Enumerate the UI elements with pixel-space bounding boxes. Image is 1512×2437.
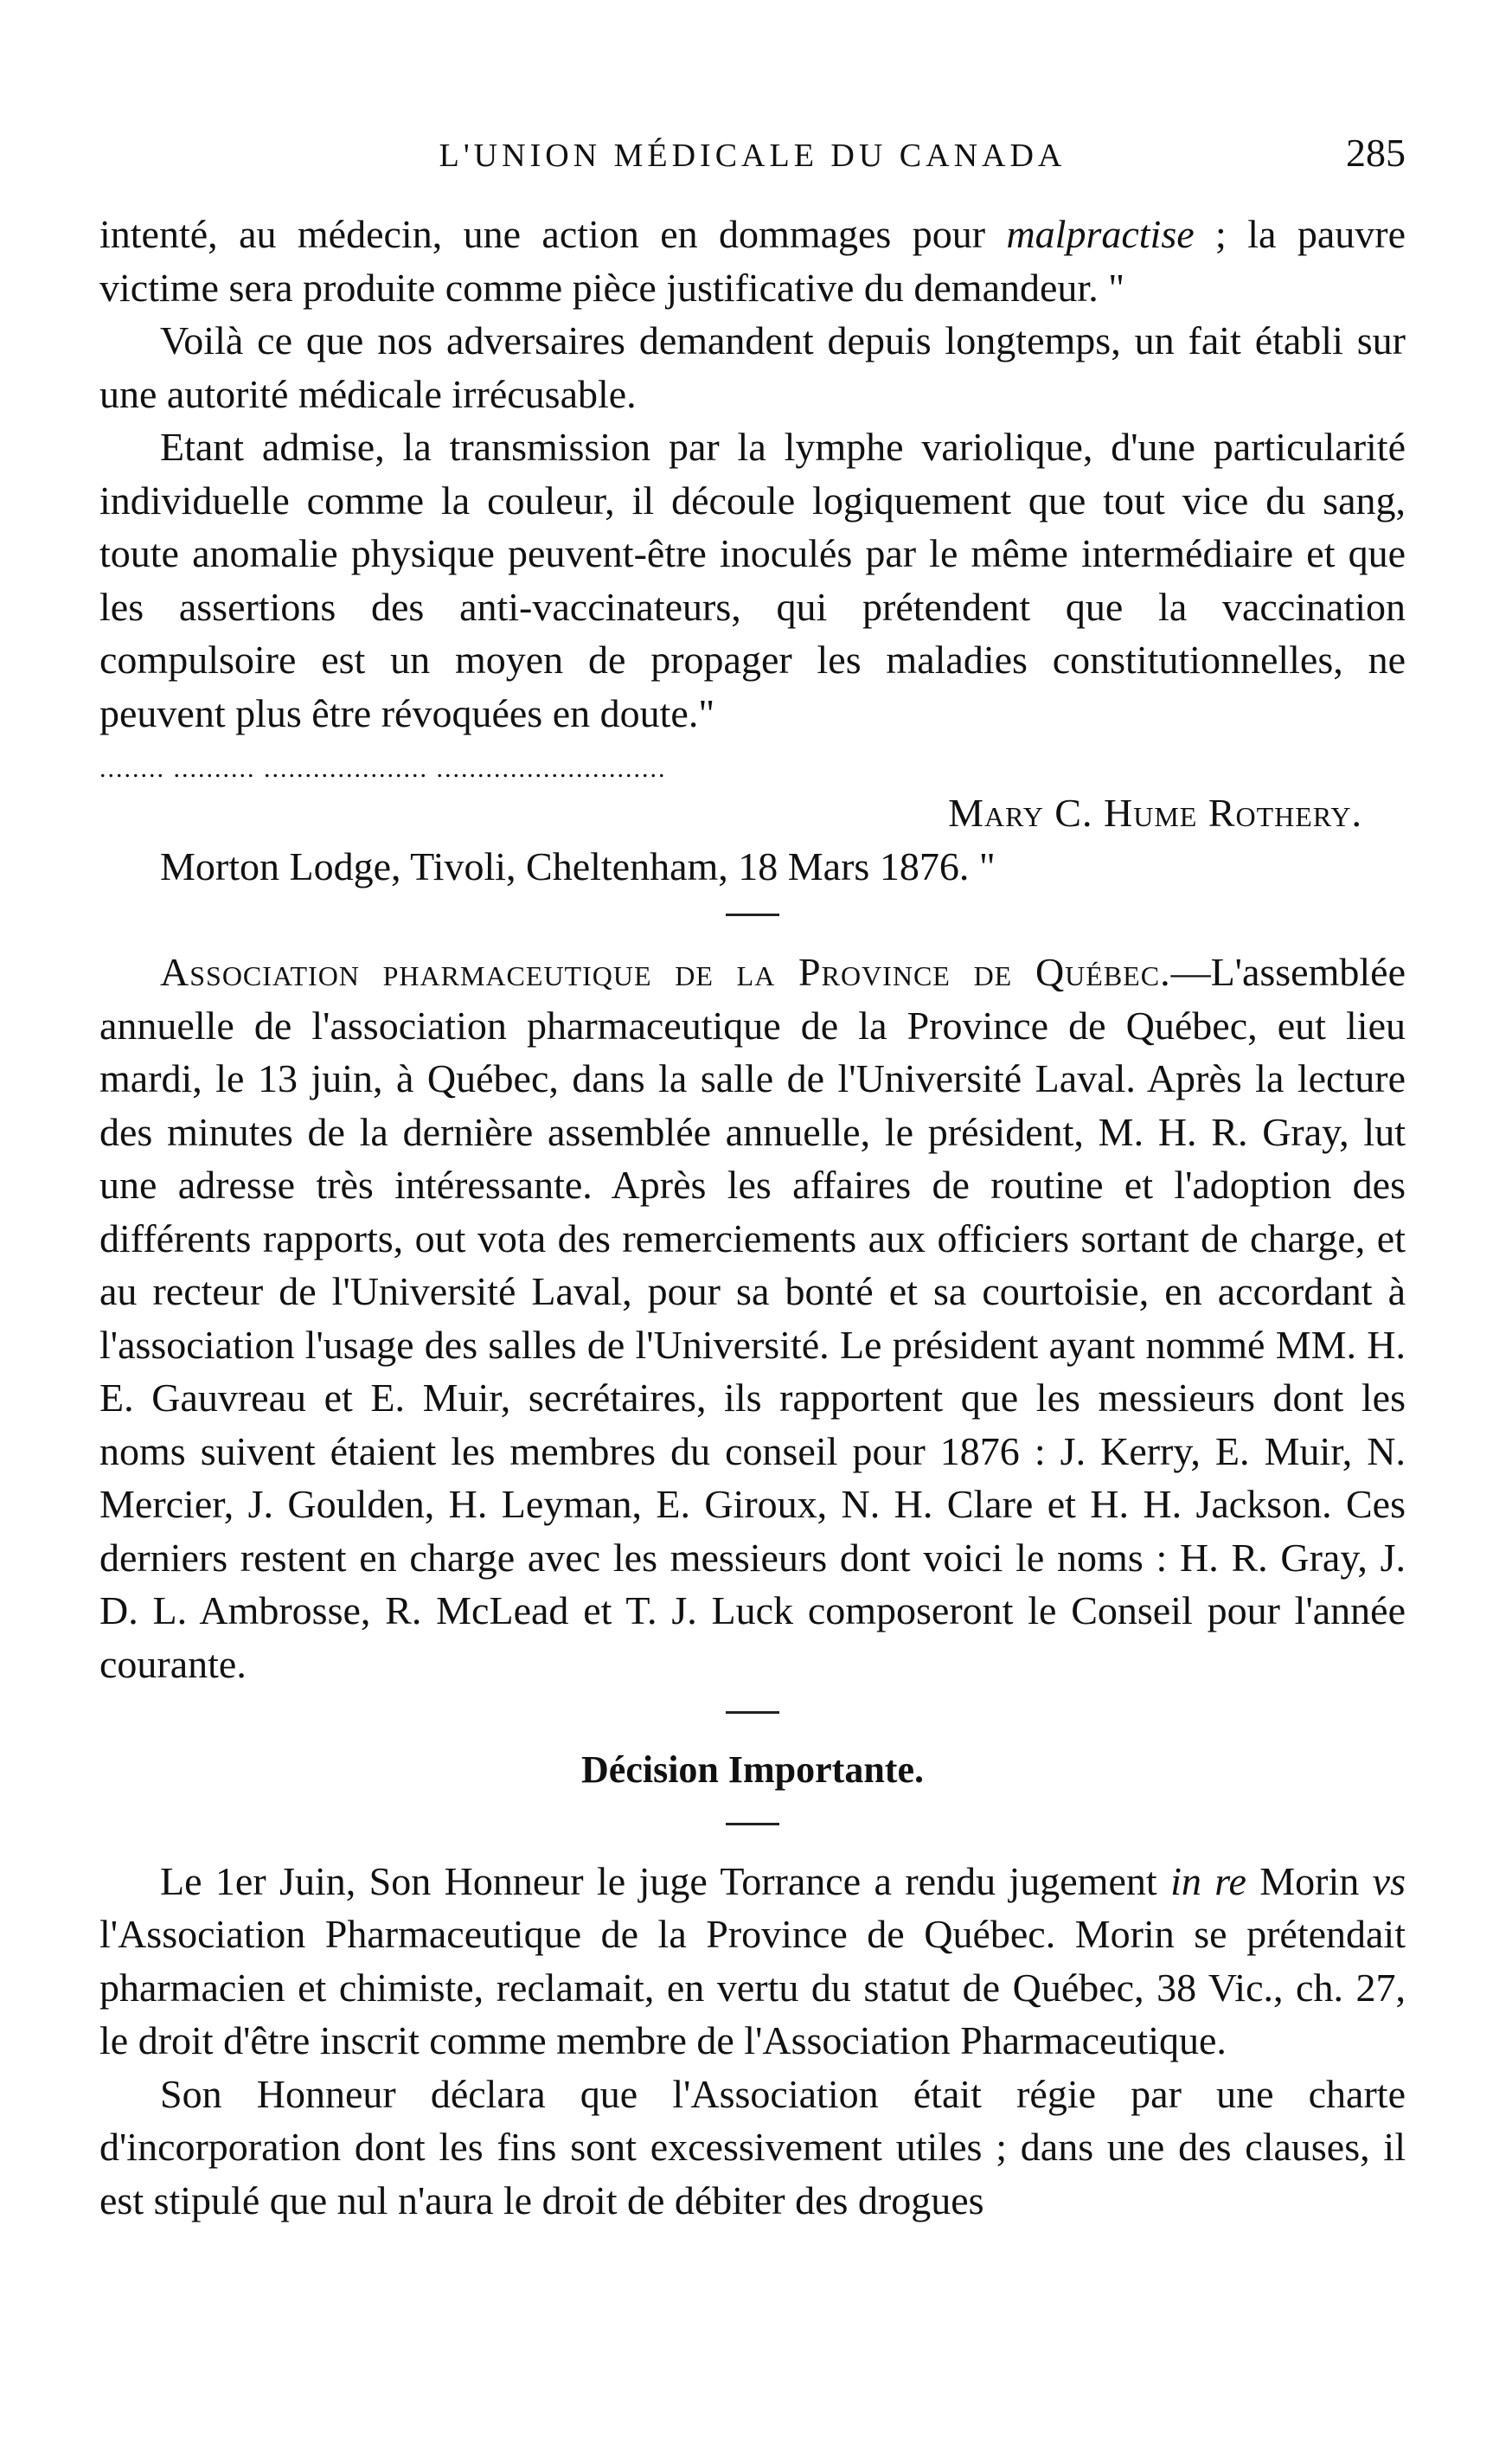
italic-term: in re xyxy=(1170,1858,1246,1903)
association-paragraph xyxy=(99,946,1406,1690)
section-divider xyxy=(726,914,779,916)
book-page xyxy=(99,130,1406,2227)
running-header xyxy=(99,130,1406,199)
paragraph: Etant admise, la transmission par la lymphe variolique, d'une particularité individuelle comme la couleur, il découle logiquement que tout vice du sang, toute anomalie physique peuvent-être inoculés par le même intermédiaire et que les assertions des anti-vaccinateurs, qui prétendent que la vaccination compulsoire est un moyen de propager les maladies constitutionnelles, ne peuvent plus être révoquées en doute." xyxy=(99,425,1406,735)
place-and-date: Morton Lodge, Tivoli, Cheltenham, 18 Mars 1876. " xyxy=(160,843,996,888)
paragraph: Voilà ce que nos adversaires demandent depuis longtemps, un fait établi sur une autorité médicale irrécusable. xyxy=(99,318,1406,416)
section-divider xyxy=(726,1823,779,1825)
italic-term: malpractise xyxy=(1006,212,1195,256)
section-heading: Décision Importante. xyxy=(581,1748,924,1791)
text-run: Le 1er Juin, Son Honneur le juge Torrance a rendu jugement xyxy=(160,1858,1171,1903)
signature: Mary C. Hume Rothery. xyxy=(948,791,1362,835)
italic-term: vs xyxy=(1372,1858,1406,1903)
running-title: L'UNION MÉDICALE DU CANADA xyxy=(439,138,1067,174)
text-run: l'Association Pharmaceutique de la Province de Québec. Morin se prétendait pharmacien et chimiste, reclamait, en vertu du statut de Québec, 38 Vic., ch. 27, le droit d'être inscrit comme membre de l'Association Pharmaceutique. xyxy=(99,1912,1406,2062)
dotted-separator: ........ .......... .................... ............................ xyxy=(99,754,667,783)
association-title: Association pharmaceutique de la Province de Québec. xyxy=(160,950,1171,994)
text-run: Morin xyxy=(1246,1858,1373,1903)
paragraph-continued xyxy=(99,208,1406,314)
paragraph xyxy=(99,1855,1406,2068)
association-body: —L'assemblée annuelle de l'association pharmaceutique de la Province de Québec, eut lieu mardi, le 13 juin, à Québec, dans la salle de l'Université Laval. Après la lecture des minutes de la dernière assemblée annuelle, le président, M. H. R. Gray, lut une adresse très intéressante. Après les affaires de routine et l'adoption des différents rapports, out vota des remerciements aux officiers sortant de charge, et au recteur de l'Université Laval, pour sa bonté et sa courtoisie, en accordant à l'association l'usage des salles de l'Université. Le président ayant nommé MM. H. E. Gauvreau et E. Muir, secrétaires, ils rapportent que les messieurs dont les noms suivent étaient les membres du conseil pour 1876 : J. Kerry, E. Muir, N. Mercier, J. Goulden, H. Leyman, E. Giroux, N. H. Clare et H. H. Jackson. Ces derniers restent en charge avec les messieurs dont voici le noms : H. R. Gray, J. D. L. Ambrosse, R. McLead et T. J. Luck composeront le Conseil pour l'année courante. xyxy=(99,950,1406,1686)
section-divider xyxy=(726,1711,779,1714)
text-run: intenté, au médecin, une action en dommages pour xyxy=(99,212,1007,256)
text-run: ; la pauvre victime sera produite comme pièce justificative du demandeur. " xyxy=(99,212,1406,310)
paragraph: Son Honneur déclara que l'Association était régie par une charte d'incorporation dont les fins sont excessivement utiles ; dans une des clauses, il est stipulé que nul n'aura le droit de débiter des drogues xyxy=(99,2071,1406,2222)
page-number: 285 xyxy=(1346,131,1406,175)
